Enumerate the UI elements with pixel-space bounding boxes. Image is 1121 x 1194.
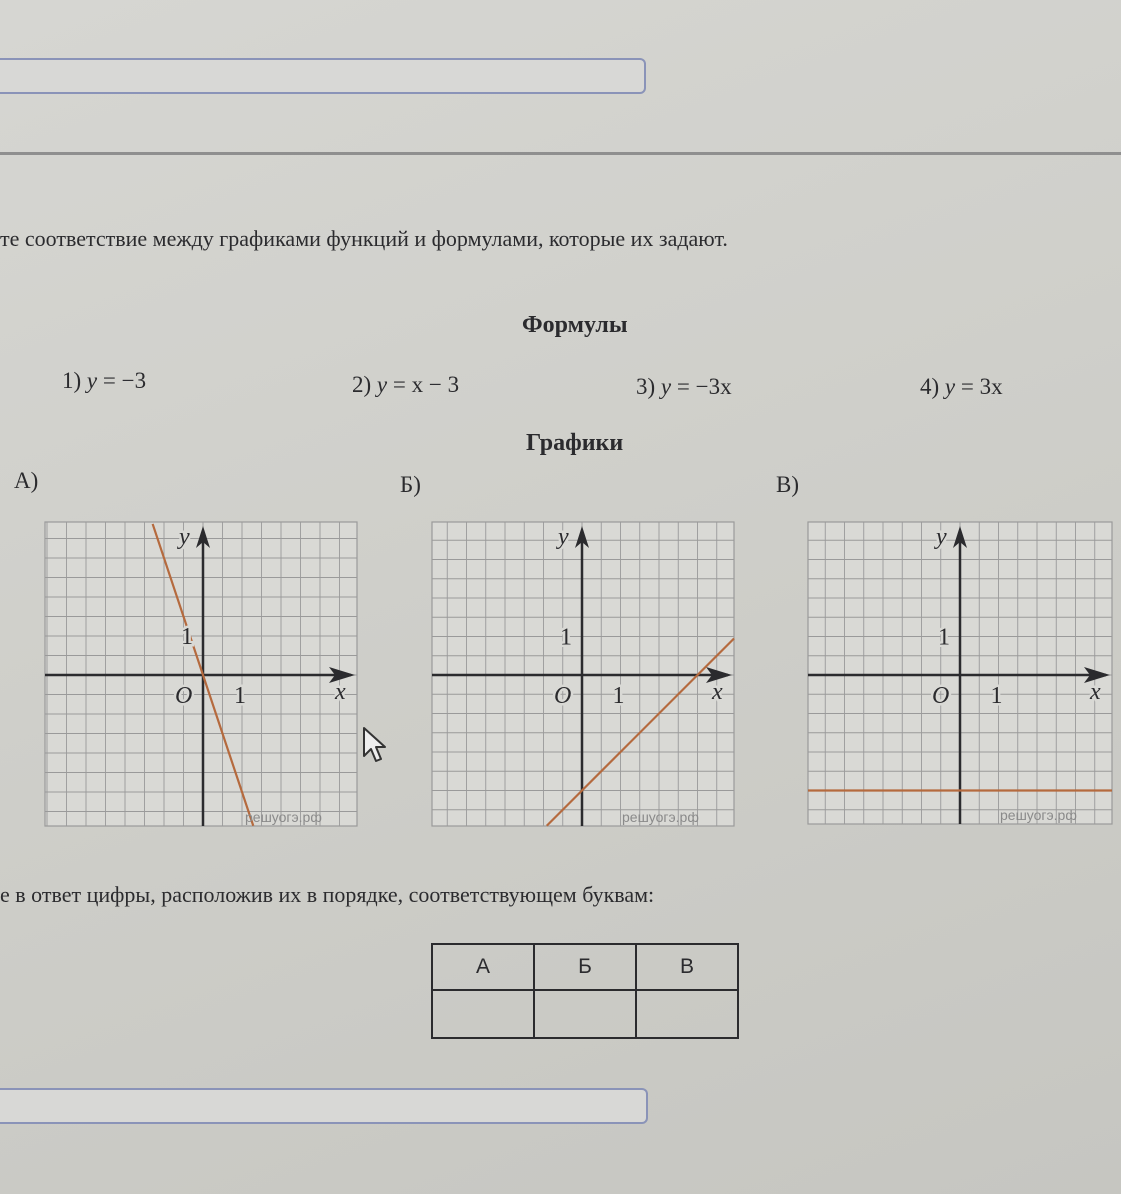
origin-label: O (932, 683, 950, 709)
watermark: решуогэ.рф (245, 809, 322, 825)
answer-input[interactable] (0, 1088, 648, 1124)
answer-header-b: Б (534, 944, 636, 990)
watermark: решуогэ.рф (622, 809, 699, 825)
answer-header-v: В (636, 944, 738, 990)
arrow-cursor-icon (362, 726, 388, 769)
formula-number: 3) (636, 374, 656, 399)
cut-off-text (300, 0, 740, 2)
graph-a-svg (45, 522, 357, 826)
formula-lhs: y (376, 372, 388, 397)
watermark: решуогэ.рф (1000, 807, 1077, 823)
formula-number: 1) (62, 368, 82, 393)
y-axis-label: y (558, 524, 569, 550)
graph-v-svg (808, 522, 1112, 824)
answer-table (431, 943, 739, 1039)
formula-rhs: = −3 (102, 368, 147, 393)
formula-lhs: y (86, 368, 98, 393)
answer-header-a: А (432, 944, 534, 990)
x-axis-label: x (335, 679, 346, 705)
formula-4 (920, 374, 1003, 400)
x-axis-label: x (712, 679, 723, 705)
y-tick-label: 1 (560, 624, 572, 651)
formulas-title: Формулы (522, 312, 628, 338)
y-axis-label: y (936, 524, 947, 550)
instruction-text: е в ответ цифры, расположив их в порядке, соответствующем буквам: (0, 882, 655, 907)
x-tick-label: 1 (612, 683, 625, 709)
formula-lhs: y (944, 374, 956, 399)
x-tick-label: 1 (234, 683, 246, 709)
formula-number: 4) (920, 374, 940, 399)
graphs-title: Графики (526, 430, 624, 456)
y-axis-label: y (179, 524, 190, 550)
answer-input-previous[interactable] (0, 58, 646, 94)
graph-b-svg (432, 522, 734, 826)
y-tick-label: 1 (181, 624, 193, 650)
answer-cell-v[interactable] (636, 990, 738, 1038)
graph-letter-a: А) (14, 468, 39, 493)
formula-1 (62, 368, 146, 394)
graph-a (45, 522, 357, 826)
formula-number: 2) (352, 372, 372, 397)
formula-3 (636, 374, 732, 400)
x-axis-label: x (1090, 679, 1101, 705)
x-tick-label: 1 (990, 683, 1003, 709)
formula-lhs: y (660, 374, 672, 399)
graph-letter-b: Б) (400, 472, 421, 497)
origin-label: O (554, 683, 572, 709)
graph-letter-v: В) (776, 472, 799, 497)
answer-cell-a[interactable] (432, 990, 534, 1038)
graph-v (808, 522, 1112, 824)
origin-label: O (175, 683, 193, 709)
task-statement: те соответствие между графиками функций и формулами, которые их задают. (0, 226, 728, 251)
task-divider (0, 152, 1121, 155)
formula-2 (352, 372, 459, 398)
formula-rhs: = 3x (960, 374, 1003, 399)
answer-cell-b[interactable] (534, 990, 636, 1038)
graph-b (432, 522, 734, 826)
formula-rhs: = −3x (676, 374, 732, 399)
formula-rhs: = x − 3 (392, 372, 460, 397)
y-tick-label: 1 (938, 624, 950, 651)
